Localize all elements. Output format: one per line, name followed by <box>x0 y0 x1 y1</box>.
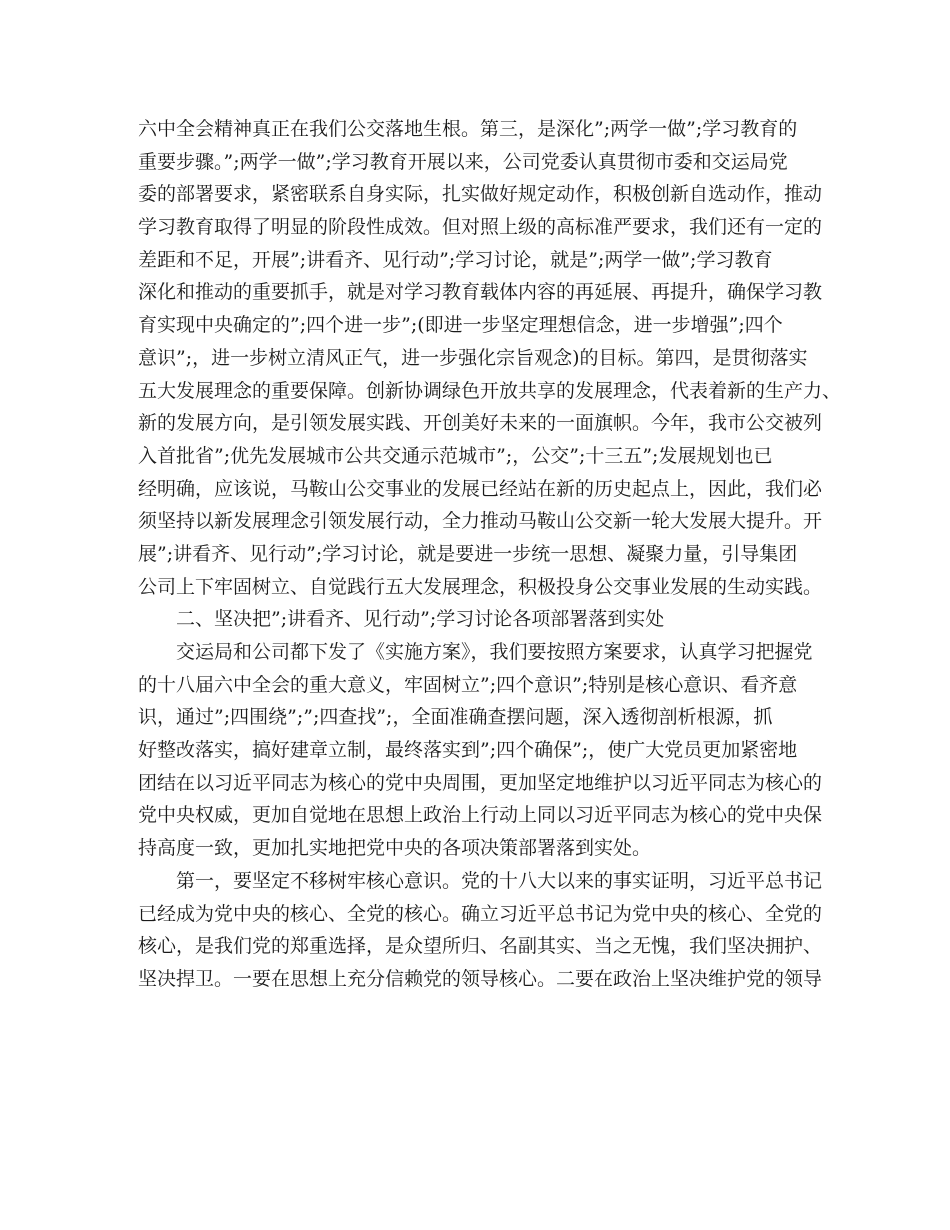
text-line: 核心，是我们党的郑重选择，是众望所归、名副其实、当之无愧，我们坚决拥护、 <box>138 935 823 958</box>
text-line: 重要步骤。”;两学一做”;学习教育开展以来，公司党委认真贯彻市委和交运局党 <box>138 150 788 173</box>
text-line: 须坚持以新发展理念引领发展行动，全力推动马鞍山公交新一轮大发展大提升。开 <box>138 510 823 533</box>
text-line: 育实现中央确定的”;四个进一步”;(即进一步坚定理想信念，进一步增强”;四个 <box>138 314 783 337</box>
text-line: 交运局和公司都下发了《实施方案》，我们要按照方案要求，认真学习把握党 <box>176 641 813 663</box>
text-line: 第一，要坚定不移树牢核心意识。党的十八大以来的事实证明，习近平总书记 <box>176 869 823 892</box>
text-line: 识，通过”;四围绕”;”;四查找”;，全面准确查摆问题，深入透彻剖析根源，抓 <box>138 706 773 729</box>
text-line: 公司上下牢固树立、自觉践行五大发展理念，积极投身公交事业发展的生动实践。 <box>138 575 823 598</box>
text-line: 意识”;，进一步树立清风正气，进一步强化宗旨观念)的目标。第四，是贯彻落实 <box>138 346 808 369</box>
text-line: 好整改落实，搞好建章立制，最终落实到”;四个确保”;，使广大党员更加紧密地 <box>138 739 798 762</box>
text-line: 二、坚决把”;讲看齐、见行动”;学习讨论各项部署落到实处 <box>176 608 665 631</box>
text-line: 经明确，应该说，马鞍山公交事业的发展已经站在新的历史起点上，因此，我们必 <box>138 477 823 500</box>
text-line: 学习教育取得了明显的阶段性成效。但对照上级的高标准严要求，我们还有一定的 <box>138 216 823 239</box>
text-line: 已经成为党中央的核心、全党的核心。确立习近平总书记为党中央的核心、全党的 <box>138 902 823 925</box>
text-line: 持高度一致，更加扎实地把党中央的各项决策部署落到实处。 <box>138 837 652 860</box>
text-line: 深化和推动的重要抓手，就是对学习教育载体内容的再延展、再提升，确保学习教 <box>138 281 823 304</box>
text-line: 团结在以习近平同志为核心的党中央周围，更加坚定地维护以习近平同志为核心的 <box>138 771 823 794</box>
text-line: 五大发展理念的重要保障。创新协调绿色开放共享的发展理念，代表着新的生产力、 <box>138 379 842 402</box>
text-line: 六中全会精神真正在我们公交落地生根。第三，是深化”;两学一做”;学习教育的 <box>138 118 798 140</box>
document-body <box>138 113 842 996</box>
text-line: 新的发展方向，是引领发展实践、开创美好未来的一面旗帜。今年，我市公交被列 <box>138 412 823 435</box>
text-line: 差距和不足，开展”;讲看齐、见行动”;学习讨论，就是”;两学一做”;学习教育 <box>138 248 773 271</box>
text-line: 坚决捍卫。一要在思想上充分信赖党的领导核心。二要在政治上坚决维护党的领导 <box>138 967 823 990</box>
text-line: 党中央权威，更加自觉地在思想上政治上行动上同以习近平同志为核心的党中央保 <box>138 804 823 827</box>
text-line: 入首批省”;优先发展城市公共交通示范城市”;，公交”;十三五”;发展规划也已 <box>138 444 773 467</box>
text-line: 的十八届六中全会的重大意义，牢固树立”;四个意识”;特别是核心意识、看齐意 <box>138 673 798 696</box>
text-line: 委的部署要求，紧密联系自身实际，扎实做好规定动作，积极创新自选动作，推动 <box>138 183 823 206</box>
text-line: 展”;讲看齐、见行动”;学习讨论，就是要进一步统一思想、凝聚力量，引导集团 <box>138 542 798 565</box>
